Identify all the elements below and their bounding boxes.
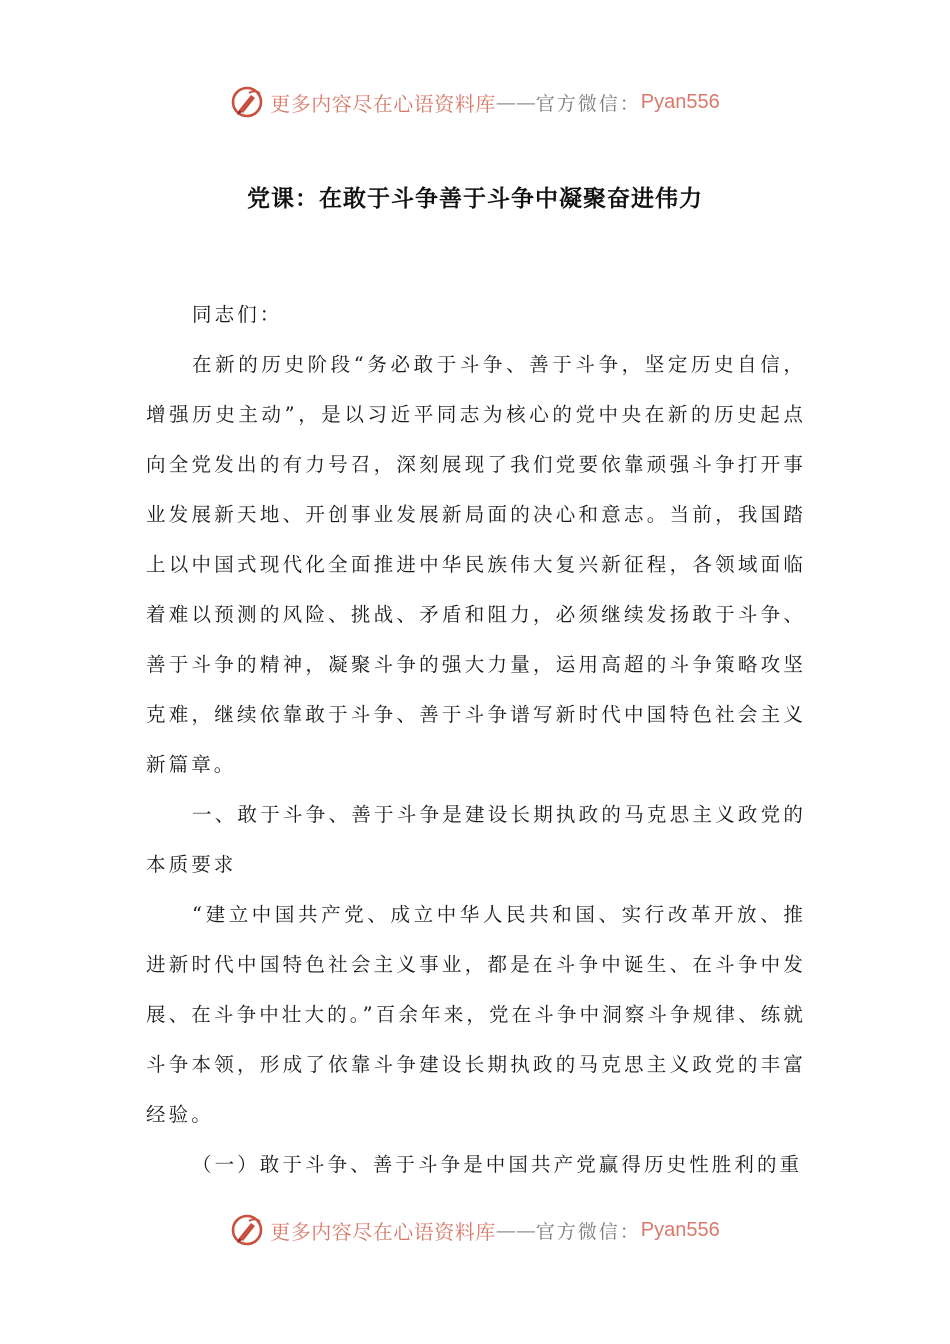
paragraph-intro: 在新的历史阶段“务必敢于斗争、善于斗争，坚定历史自信，增强历史主动”，是以习近平同志为核心的党中央在新的历史起点向全党发出的有力号召，深刻展现了我们党要依靠顽强斗争打开事业发展新天地、开创事业发展新局面的决心和意志。当前，我国踏上以中国式现代化全面推进中华民族伟大复兴新征程，各领域面临着难以预测的风险、挑战、矛盾和阻力，必须继续发扬敢于斗争、善于斗争的精神，凝聚斗争的强大力量，运用高超的斗争策略攻坚克难，继续依靠敢于斗争、善于斗争谱写新时代中国特色社会主义新篇章。 bbox=[146, 353, 806, 776]
subsection-heading-1: （一）敢于斗争、善于斗争是中国共产党赢得历史性胜利的重 bbox=[192, 1153, 803, 1176]
pen-logo-icon bbox=[230, 1213, 264, 1247]
banner-brand-text: 更多内容尽在心语资料库 bbox=[270, 91, 496, 116]
footer-banner bbox=[0, 1210, 950, 1250]
banner-wechat-label: 官方微信： bbox=[535, 92, 641, 115]
header-banner bbox=[0, 82, 950, 122]
pen-logo-icon bbox=[230, 85, 264, 119]
section-heading-1: 一、敢于斗争、善于斗争是建设长期执政的马克思主义政党的本质要求 bbox=[146, 803, 806, 876]
banner-dash: —— bbox=[495, 90, 536, 114]
paragraph-quote: “建立中国共产党、成立中华人民共和国、实行改革开放、推进新时代中国特色社会主义事业，都是在斗争中诞生、在斗争中发展、在斗争中壮大的。”百余年来，党在斗争中洞察斗争规律、练就斗争本领，形成了依靠斗争建设长期执政的马克思主义政党的丰富经验。 bbox=[146, 903, 806, 1126]
greeting: 同志们： bbox=[192, 303, 283, 326]
banner-brand-text: 更多内容尽在心语资料库 bbox=[270, 1219, 496, 1244]
document-title: 党课：在敢于斗争善于斗争中凝聚奋进伟力 bbox=[247, 186, 703, 212]
banner-wechat-id: Pyan556 bbox=[640, 90, 720, 113]
banner-wechat-id: Pyan556 bbox=[640, 1218, 720, 1241]
document-body bbox=[146, 290, 806, 1190]
banner-wechat-label: 官方微信： bbox=[535, 1220, 641, 1243]
banner-dash: —— bbox=[495, 1218, 536, 1242]
